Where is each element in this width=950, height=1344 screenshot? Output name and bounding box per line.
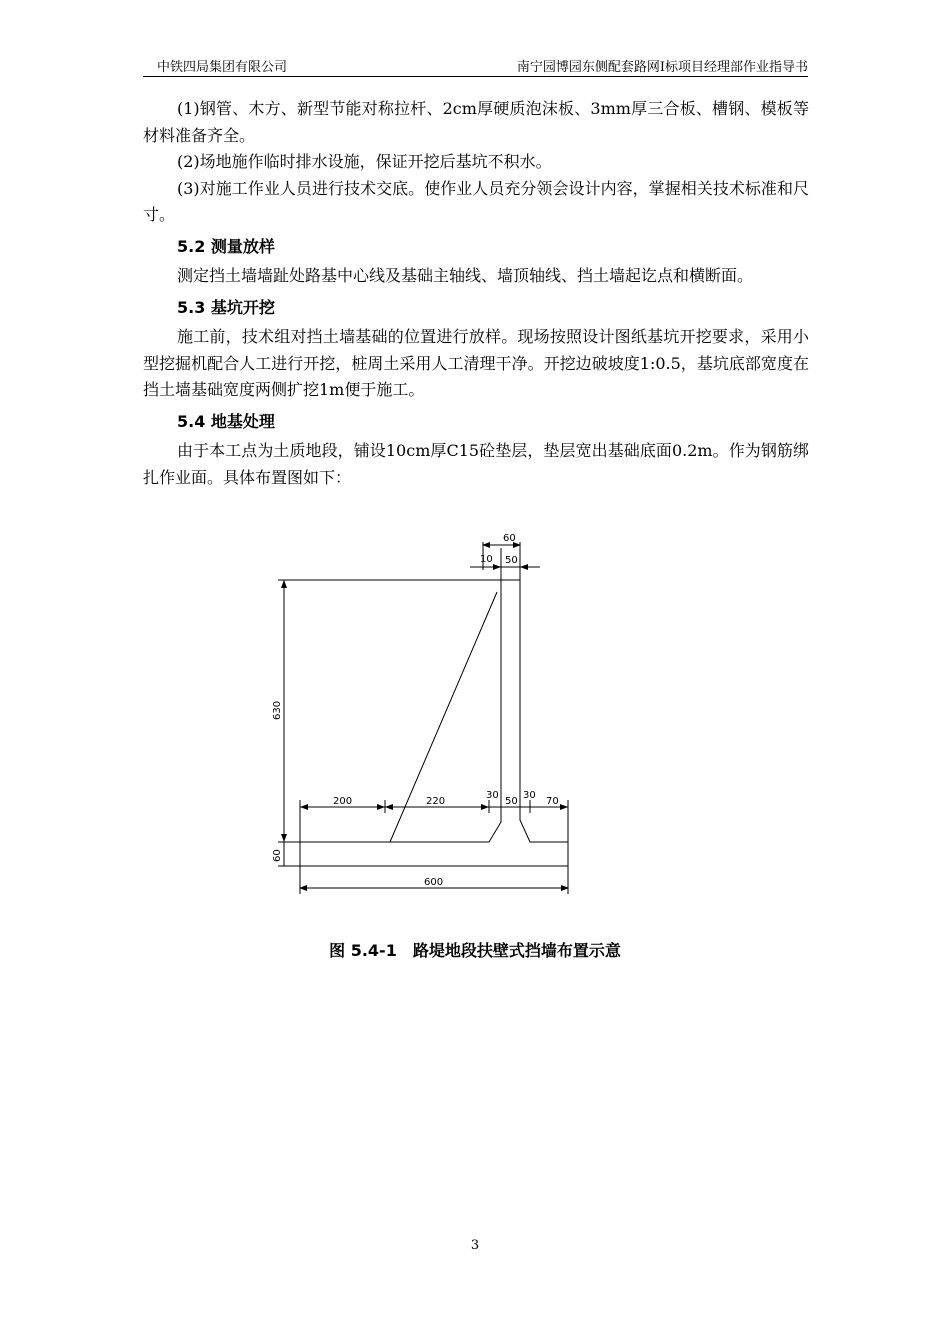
header-company: 中铁四局集团有限公司: [157, 60, 288, 75]
heading-5-2: 5.2 测量放样: [177, 236, 275, 256]
dim-seg-70: 70: [546, 796, 559, 807]
dim-top-right: 50: [505, 555, 518, 566]
header-document-title: 南宁园博园东侧配套路网Ⅰ标项目经理部作业指导书: [516, 60, 808, 75]
caption-number: 图 5.4-1: [329, 941, 397, 960]
wall-outline: [300, 580, 568, 866]
dim-seg-30a: 30: [486, 790, 499, 801]
paragraph-survey: 测定挡土墙墙趾处路基中心线及基础主轴线、墙顶轴线、挡土墙起讫点和横断面。: [177, 266, 754, 285]
dim-base-height: 60: [272, 849, 283, 862]
heading-5-3: 5.3 基坑开挖: [177, 297, 275, 317]
dim-seg-30b: 30: [523, 790, 536, 801]
figure-caption: [0, 938, 950, 961]
paragraph-briefing: (3)对施工作业人员进行技术交底。使作业人员充分领会设计内容，掌握相关技术标准和尺寸。: [143, 178, 809, 224]
caption-text: 路堤地段扶壁式挡墙布置示意: [412, 941, 621, 960]
diagram-svg: [260, 525, 600, 905]
paragraph-materials: (1)钢管、木方、新型节能对称拉杆、2cm厚硬质泡沫板、3mm厚三合板、槽钢、模板等材料准备齐全。: [143, 99, 809, 145]
heading-5-4: 5.4 地基处理: [177, 411, 275, 431]
dim-seg-50: 50: [505, 796, 518, 807]
dim-top-total: 60: [503, 533, 516, 544]
dim-base-width: 600: [424, 877, 444, 888]
retaining-wall-diagram: [260, 525, 600, 905]
dim-seg-200: 200: [333, 796, 353, 807]
page-number: 3: [470, 1238, 480, 1253]
dim-top-left: 10: [480, 554, 493, 565]
document-body: [143, 96, 809, 491]
dim-seg-220: 220: [426, 796, 446, 807]
paragraph-drainage: (2)场地施作临时排水设施，保证开挖后基坑不积水。: [177, 152, 552, 171]
page-header: [143, 54, 808, 77]
paragraph-excavation: 施工前，技术组对挡土墙基础的位置进行放样。现场按照设计图纸基坑开挖要求，采用小型挖掘机配合人工进行开挖，桩周土采用人工清理干净。开挖边破坡度1:0.5，基坑底部宽度在挡土墙基础宽度两侧扩挖1m便于施工。: [143, 327, 809, 399]
paragraph-foundation: 由于本工点为土质地段，铺设10cm厚C15砼垫层，垫层宽出基础底面0.2m。作为钢筋绑扎作业面。具体布置图如下：: [143, 441, 809, 487]
dim-wall-height: 630: [272, 700, 283, 720]
